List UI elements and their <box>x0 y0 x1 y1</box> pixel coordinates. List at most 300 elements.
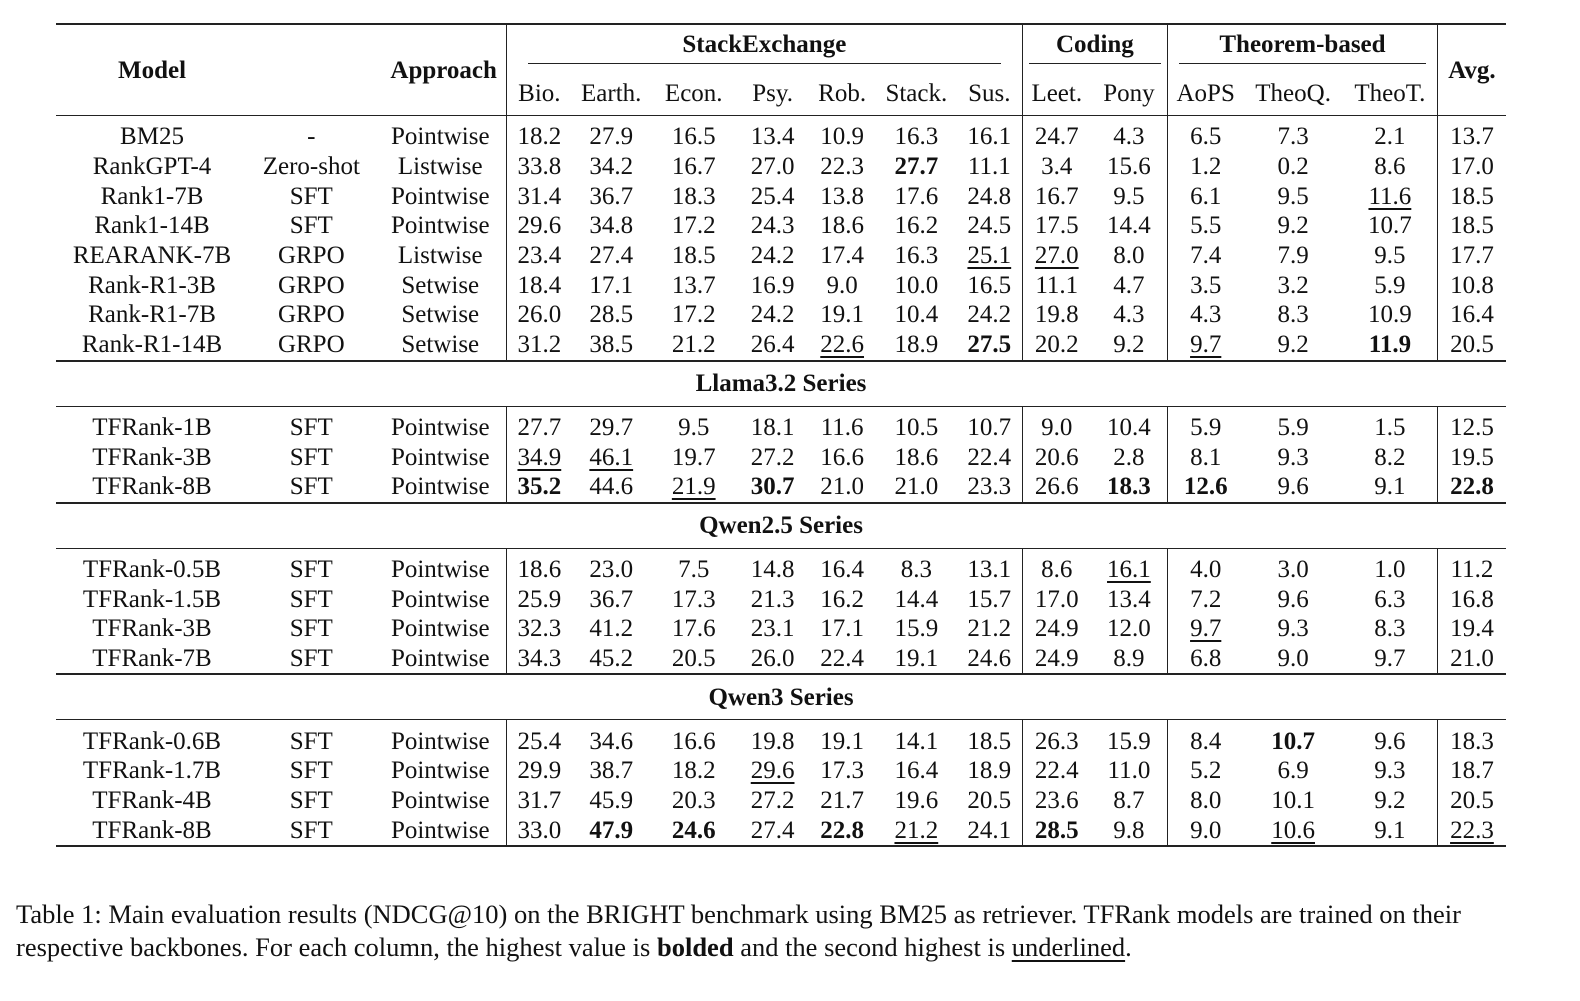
score-value: 9.2 <box>1374 787 1406 815</box>
score-value: 12.0 <box>1107 615 1151 643</box>
score-value: 5.9 <box>1190 413 1222 441</box>
model-name-cell: TFRank-1.7B <box>82 757 222 785</box>
score-cell <box>737 122 809 152</box>
score-value: 24.2 <box>750 242 795 270</box>
score-cell <box>1022 756 1090 786</box>
score-value: 15.7 <box>967 585 1012 613</box>
score-cell <box>957 300 1022 330</box>
score-value: 9.3 <box>1277 443 1309 471</box>
score-cell <box>572 644 651 675</box>
score-value: 2.8 <box>1113 443 1145 471</box>
score-value: 6.1 <box>1190 182 1222 210</box>
score-cell <box>1091 270 1168 300</box>
score-cell <box>506 413 571 443</box>
training-cell: SFT <box>248 644 375 675</box>
score-value: 21.2 <box>894 816 939 844</box>
score-value: 10.7 <box>1271 727 1315 755</box>
score-value: 16.7 <box>671 153 716 181</box>
score-value: 9.6 <box>1277 473 1309 501</box>
score-cell <box>1168 555 1244 585</box>
score-cell <box>876 756 957 786</box>
training-cell: GRPO <box>277 301 345 329</box>
score-cell <box>808 644 875 675</box>
score-value: 35.2 <box>517 473 562 501</box>
score-cell <box>651 270 737 300</box>
model-name-cell: TFRank-7B <box>56 644 248 675</box>
score-value: 21.0 <box>1450 644 1494 672</box>
score-value: 20.5 <box>1450 787 1494 815</box>
score-cell <box>1091 726 1168 756</box>
header-approach: Approach <box>248 24 506 116</box>
column-header: Psy. <box>752 79 793 107</box>
score-cell <box>737 181 809 211</box>
score-cell <box>808 122 875 152</box>
score-cell <box>808 413 875 443</box>
column-header: Bio. <box>506 71 571 116</box>
score-cell <box>808 442 875 472</box>
score-cell <box>1022 644 1090 675</box>
score-cell <box>572 413 651 443</box>
score-value: 17.0 <box>1450 153 1494 181</box>
score-value: 9.5 <box>1374 242 1406 270</box>
score-cell <box>1343 152 1437 182</box>
score-value: 33.8 <box>517 153 562 181</box>
avg-value-cell <box>1437 330 1506 361</box>
score-cell <box>506 270 571 300</box>
score-cell <box>876 815 957 846</box>
column-header: TheoT. <box>1354 79 1426 107</box>
column-header: Stack. <box>885 79 948 107</box>
table-caption <box>16 898 1556 964</box>
model-name-cell: TFRank-3B <box>92 443 212 471</box>
score-value: 10.7 <box>1368 212 1412 240</box>
series-title: Llama3.2 Series <box>695 370 867 397</box>
model-name-cell: BM25 <box>120 123 184 151</box>
score-cell <box>1343 181 1437 211</box>
score-value: 24.9 <box>1034 644 1079 672</box>
score-value: 9.2 <box>1277 331 1309 359</box>
score-cell <box>1343 442 1437 472</box>
score-cell <box>1343 472 1437 503</box>
score-cell <box>572 756 651 786</box>
score-cell <box>876 555 957 585</box>
score-value: 3.2 <box>1277 271 1309 299</box>
score-cell <box>651 413 737 443</box>
score-value: 3.5 <box>1190 271 1222 299</box>
score-value: 6.3 <box>1374 585 1406 613</box>
score-value: 18.3 <box>671 182 716 210</box>
score-value: 18.5 <box>1450 212 1494 240</box>
score-cell <box>1343 584 1437 614</box>
score-cell <box>737 241 809 271</box>
score-cell <box>876 300 957 330</box>
score-cell <box>1243 472 1343 503</box>
training-cell: SFT <box>289 727 333 755</box>
score-value: 20.6 <box>1034 443 1079 471</box>
score-value: 9.7 <box>1190 615 1222 643</box>
score-value: 14.1 <box>894 727 939 755</box>
score-cell <box>651 211 737 241</box>
score-cell <box>737 442 809 472</box>
caption-text-2: and the second highest is <box>733 932 1012 962</box>
score-cell <box>1022 726 1090 756</box>
score-value: 26.6 <box>1034 473 1079 501</box>
model-name-cell: TFRank-1.5B <box>82 585 222 613</box>
score-value: 10.6 <box>1271 816 1315 844</box>
score-cell <box>572 786 651 816</box>
avg-value-cell <box>1437 300 1506 330</box>
score-value: 16.3 <box>894 242 939 270</box>
score-cell <box>1243 442 1343 472</box>
score-cell <box>1343 413 1437 443</box>
score-cell <box>1343 786 1437 816</box>
score-value: 20.5 <box>1450 331 1494 359</box>
score-cell <box>506 442 571 472</box>
training-cell: GRPO <box>277 271 345 299</box>
score-cell <box>572 152 651 182</box>
score-value: 6.8 <box>1190 644 1222 672</box>
score-value: 16.6 <box>671 727 716 755</box>
score-cell <box>1091 241 1168 271</box>
score-value: 13.8 <box>820 182 865 210</box>
avg-value-cell <box>1437 555 1506 585</box>
score-cell <box>1168 584 1244 614</box>
column-header: Econ. <box>664 79 723 107</box>
score-cell <box>1343 122 1437 152</box>
score-value: 24.1 <box>967 816 1012 844</box>
score-value: 5.5 <box>1190 212 1222 240</box>
score-cell <box>1091 815 1168 846</box>
model-name-cell: Rank1-7B <box>100 182 204 210</box>
score-value: 9.6 <box>1277 585 1309 613</box>
score-value: 46.1 <box>589 443 634 471</box>
score-value: 23.6 <box>1034 787 1079 815</box>
score-value: 34.3 <box>517 644 562 672</box>
score-cell <box>808 300 875 330</box>
score-value: 9.3 <box>1277 615 1309 643</box>
score-cell <box>1091 122 1168 152</box>
score-value: 16.5 <box>671 123 716 151</box>
score-value: 10.8 <box>1450 271 1494 299</box>
approach-cell: Pointwise <box>390 727 490 755</box>
score-value: 16.4 <box>894 757 939 785</box>
score-cell <box>1022 786 1090 816</box>
header-group-theorem: Theorem-based <box>1168 24 1438 71</box>
score-cell <box>651 152 737 182</box>
score-value: 10.7 <box>967 413 1012 441</box>
score-value: 34.2 <box>589 153 634 181</box>
score-cell <box>651 472 737 503</box>
score-value: 6.5 <box>1190 123 1222 151</box>
header-row-groups <box>56 24 1506 71</box>
score-cell <box>1243 614 1343 644</box>
score-value: 30.7 <box>750 473 795 501</box>
score-cell <box>506 241 571 271</box>
score-value: 29.6 <box>517 212 562 240</box>
score-value: 21.0 <box>894 473 939 501</box>
score-cell <box>957 241 1022 271</box>
score-value: 8.2 <box>1374 443 1406 471</box>
score-value: 8.4 <box>1190 727 1222 755</box>
score-value: 28.5 <box>1034 816 1079 844</box>
score-value: 19.8 <box>750 727 795 755</box>
score-cell <box>1243 413 1343 443</box>
avg-value-cell <box>1437 644 1506 675</box>
score-cell <box>1243 815 1343 846</box>
score-value: 9.8 <box>1113 816 1145 844</box>
score-cell <box>1168 815 1244 846</box>
score-cell <box>572 815 651 846</box>
avg-value-cell <box>1437 181 1506 211</box>
approach-cell: Setwise <box>375 330 507 361</box>
caption-text-3: . <box>1125 932 1132 962</box>
score-cell <box>957 756 1022 786</box>
approach-cell: Pointwise <box>390 123 490 151</box>
training-cell: Zero-shot <box>262 153 360 181</box>
score-value: 14.4 <box>1107 212 1151 240</box>
approach-cell: Setwise <box>401 301 480 329</box>
score-value: 16.8 <box>1450 585 1494 613</box>
score-cell <box>808 614 875 644</box>
score-cell <box>876 181 957 211</box>
score-value: 17.7 <box>1450 242 1494 270</box>
score-value: 27.0 <box>1034 242 1079 270</box>
score-cell <box>876 241 957 271</box>
score-value: 17.1 <box>589 271 634 299</box>
score-cell <box>1243 330 1343 361</box>
score-value: 36.7 <box>589 585 634 613</box>
score-cell <box>506 152 571 182</box>
score-value: 7.5 <box>678 555 710 583</box>
approach-cell: Pointwise <box>390 413 490 441</box>
score-value: 24.6 <box>671 816 716 844</box>
avg-value-cell <box>1437 726 1506 756</box>
score-cell <box>572 614 651 644</box>
score-cell <box>506 181 571 211</box>
score-value: 18.1 <box>750 413 795 441</box>
table-row <box>56 815 1506 846</box>
column-header: Leet. <box>1022 71 1090 116</box>
score-cell <box>572 726 651 756</box>
score-value: 36.7 <box>589 182 634 210</box>
score-value: 18.7 <box>1450 757 1494 785</box>
table-row <box>56 270 1506 300</box>
score-cell <box>651 330 737 361</box>
score-cell <box>876 442 957 472</box>
score-value: 27.7 <box>517 413 562 441</box>
score-cell <box>808 270 875 300</box>
score-cell <box>876 270 957 300</box>
score-value: 9.1 <box>1374 473 1406 501</box>
score-value: 10.1 <box>1271 787 1315 815</box>
score-cell <box>808 330 875 361</box>
score-cell <box>808 152 875 182</box>
score-value: 18.3 <box>1450 727 1494 755</box>
training-cell: SFT <box>289 443 333 471</box>
approach-cell: Pointwise <box>390 555 490 583</box>
model-name-cell: TFRank-4B <box>92 787 212 815</box>
score-cell <box>1343 644 1437 675</box>
score-cell <box>876 726 957 756</box>
score-value: 45.9 <box>589 787 634 815</box>
score-cell <box>651 644 737 675</box>
score-cell <box>737 555 809 585</box>
score-cell <box>1343 726 1437 756</box>
score-cell <box>1022 270 1090 300</box>
header-model: Model <box>56 24 248 116</box>
score-cell <box>1243 181 1343 211</box>
score-value: 9.5 <box>1277 182 1309 210</box>
avg-value-cell <box>1437 614 1506 644</box>
model-name-cell: TFRank-8B <box>56 815 248 846</box>
score-cell <box>957 122 1022 152</box>
score-cell <box>808 555 875 585</box>
score-value: 27.4 <box>589 242 634 270</box>
score-value: 18.2 <box>517 123 562 151</box>
table-row <box>56 211 1506 241</box>
score-cell <box>1343 300 1437 330</box>
score-value: 34.8 <box>589 212 634 240</box>
score-cell <box>1168 472 1244 503</box>
score-value: 11.1 <box>1035 271 1079 299</box>
score-cell <box>737 270 809 300</box>
score-cell <box>1168 211 1244 241</box>
score-value: 9.6 <box>1374 727 1406 755</box>
score-value: 22.6 <box>820 331 865 359</box>
score-cell <box>572 241 651 271</box>
score-value: 20.5 <box>967 787 1012 815</box>
score-value: 18.9 <box>967 757 1012 785</box>
score-cell <box>1243 270 1343 300</box>
score-value: 33.0 <box>517 816 562 844</box>
score-value: 24.5 <box>967 212 1012 240</box>
series-title: Qwen3 Series <box>708 683 854 711</box>
score-value: 8.0 <box>1190 787 1222 815</box>
score-cell <box>957 211 1022 241</box>
score-cell <box>1091 644 1168 675</box>
training-cell: SFT <box>289 182 333 210</box>
score-value: 11.0 <box>1107 757 1151 785</box>
model-name-cell: Rank-R1-14B <box>56 330 248 361</box>
score-cell <box>1022 300 1090 330</box>
score-value: 11.6 <box>820 413 864 441</box>
score-value: 13.4 <box>750 123 795 151</box>
score-value: 17.6 <box>894 182 939 210</box>
score-cell <box>1091 584 1168 614</box>
score-cell <box>808 815 875 846</box>
score-value: 27.2 <box>750 443 795 471</box>
score-value: 4.3 <box>1113 301 1145 329</box>
score-value: 21.2 <box>671 331 716 359</box>
approach-cell: Pointwise <box>390 757 490 785</box>
score-cell <box>506 786 571 816</box>
score-cell <box>1243 122 1343 152</box>
score-cell <box>808 241 875 271</box>
results-table-container <box>56 23 1506 847</box>
column-header: Sus. <box>968 79 1011 107</box>
score-cell <box>506 472 571 503</box>
score-value: 21.2 <box>967 615 1012 643</box>
avg-value-cell <box>1437 584 1506 614</box>
score-cell <box>808 786 875 816</box>
score-cell <box>1168 181 1244 211</box>
table-row <box>56 442 1506 472</box>
score-cell <box>506 726 571 756</box>
caption-bold-word: bolded <box>656 932 734 962</box>
model-name-cell: Rank-R1-3B <box>88 271 216 299</box>
score-value: 23.0 <box>589 555 634 583</box>
score-value: 26.0 <box>517 301 562 329</box>
table-row <box>56 584 1506 614</box>
score-cell <box>1343 555 1437 585</box>
score-cell <box>876 786 957 816</box>
score-value: 29.7 <box>589 413 634 441</box>
score-value: 20.5 <box>671 644 716 672</box>
series-title-row <box>56 361 1506 407</box>
score-cell <box>1168 726 1244 756</box>
score-cell <box>876 211 957 241</box>
score-cell <box>572 330 651 361</box>
score-value: 22.4 <box>820 644 865 672</box>
score-cell <box>1168 330 1244 361</box>
score-cell <box>1091 555 1168 585</box>
score-value: 19.1 <box>894 644 939 672</box>
score-cell <box>876 472 957 503</box>
score-value: 21.9 <box>671 473 716 501</box>
score-value: 25.4 <box>750 182 795 210</box>
score-value: 13.1 <box>967 555 1012 583</box>
score-value: 17.1 <box>820 615 865 643</box>
training-cell: SFT <box>289 555 333 583</box>
score-value: 8.6 <box>1041 555 1073 583</box>
score-cell <box>1091 211 1168 241</box>
score-cell <box>572 442 651 472</box>
score-cell <box>737 152 809 182</box>
score-value: 17.5 <box>1034 212 1079 240</box>
results-table <box>56 23 1506 847</box>
score-value: 18.6 <box>820 212 865 240</box>
score-cell <box>1343 270 1437 300</box>
score-value: 9.7 <box>1190 331 1222 359</box>
training-cell: SFT <box>289 413 333 441</box>
score-value: 16.5 <box>967 271 1012 299</box>
score-value: 8.7 <box>1113 787 1145 815</box>
score-cell <box>572 584 651 614</box>
score-value: 8.6 <box>1374 153 1406 181</box>
score-cell <box>1243 555 1343 585</box>
score-cell <box>1022 442 1090 472</box>
score-cell <box>808 726 875 756</box>
score-value: 16.3 <box>894 123 939 151</box>
score-cell <box>1168 241 1244 271</box>
score-value: 19.8 <box>1034 301 1079 329</box>
score-cell <box>651 442 737 472</box>
score-value: 13.4 <box>1107 585 1151 613</box>
score-value: 10.4 <box>1107 413 1151 441</box>
score-value: 9.2 <box>1277 212 1309 240</box>
score-value: 8.3 <box>1277 301 1309 329</box>
score-cell <box>1091 413 1168 443</box>
score-value: 9.0 <box>826 271 858 299</box>
approach-cell: Pointwise <box>390 787 490 815</box>
score-cell <box>737 815 809 846</box>
training-cell: SFT <box>289 615 333 643</box>
model-name-cell: TFRank-1B <box>92 413 212 441</box>
score-cell <box>572 211 651 241</box>
model-name-cell: TFRank-3B <box>92 615 212 643</box>
score-value: 17.6 <box>671 615 716 643</box>
score-value: 9.0 <box>1041 413 1073 441</box>
